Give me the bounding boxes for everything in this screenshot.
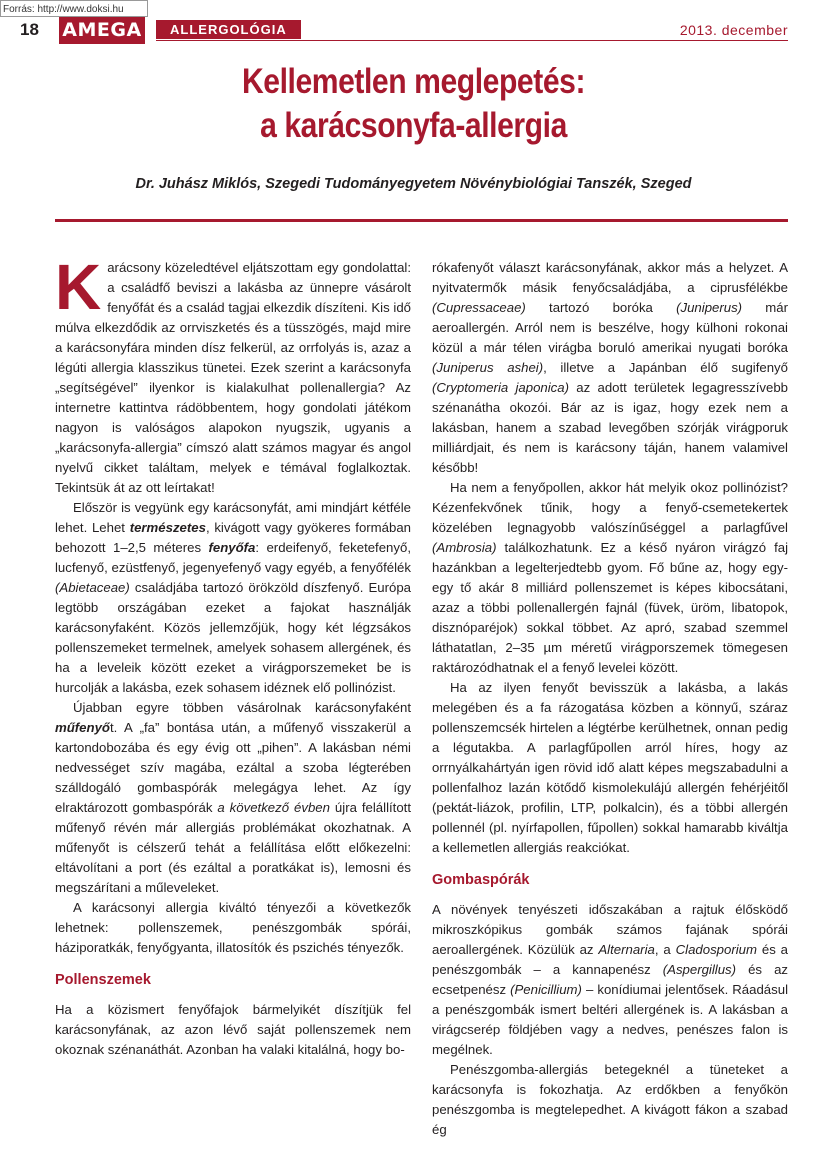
subheading-pollen: Pollenszemek [55, 972, 151, 988]
page-number: 18 [20, 20, 39, 39]
paragraph: rókafenyőt választ karácsonyfának, akkor más a helyzet. A nyitvatermők másik fenyőcsaládjába, a ciprusfélékbe (Cupressaceae) tartozó boróka (Juniperus) már aeroallergén. Arról nem is beszélve, hogy külhoni rokonai közül a már télen virágba boruló amerikai nyugati boróka (Juniperus ashei), illetve a Japánban élő sugifenyő (Cryptomeria japonica) az adott területek legagresszívebb szénanátha okozói. Bár az is igaz, hogy ezek nem a lakásban, hanem a szabad levegőben szórják virágporuk milliárdjait, és nem is karácsony táján, hanem valamivel később! [432, 260, 789, 475]
subheading-fungi: Gombaspórák [432, 872, 530, 888]
source-label: Forrás: http://www.doksi.hu [0, 0, 148, 17]
paragraph: Penészgomba-allergiás betegeknél a tüneteket a karácsonyfa is fokozhatja. Az erdőkben a fenyőkön penészgomba is megtelepedhet. A kivágott fákon a szabad ég [432, 1062, 788, 1137]
article-title [40, 60, 787, 148]
title-divider [55, 219, 788, 222]
section-header-bar [156, 20, 788, 41]
paragraph: A karácsonyi allergia kiváltó tényezői a következők lehetnek: pollenszemek, penészgombák spórái, háziporatkák, fenyőgyanta, illatosítók és pszichés tényezők. [55, 900, 411, 955]
paragraph: A növények tenyészeti időszakában a rajtuk élősködő mikroszkópikus gombák számos fajának spórái aeroallergének. Közülük az Alternaria, a Cladosporium és a penészgombák – a kannapenész (Aspergillus) és az ecsetpenész (Penicillium) – konídiumai jelentősek. Ráadásul a penészgombák ismert beltéri allergének is. A lakásban a virágcserép földjében vagy a nedves, penészes falon is megélnek. [432, 902, 789, 1057]
paragraph: Ha az ilyen fenyőt bevisszük a lakásba, a lakás melegében és a fa rázogatása közben a könnyű, száraz pollenszemcsék hirtelen a légtérbe kerülhetnek, onnan pedig a légutakba. A parlagfűpollen arról híres, hogy az orrnyálkahártyán igen rövid idő alatt képes megszabadulni a pollenfalhoz lazán kötődő kismolekulájú allergén fehérjéitől (pektát-liázok, profilin, LTP, polkalcin), és a többi allergén pollennél (pl. nyírfapollen, fűpollen) sokkal hamarabb kiváltja a kellemetlen allergiás reakciókat. [432, 680, 788, 855]
magazine-logo: AMEGA [59, 14, 145, 44]
title-line-2: a karácsonyfa-allergia [260, 106, 567, 145]
drop-cap: K [55, 251, 102, 323]
left-column [55, 251, 411, 1060]
paragraph: Újabban egyre többen vásárolnak karácsonyfaként műfenyőt. A „fa” bontása után, a műfenyő visszakerül a kartondobozába és egy évig ott „pihen”. A lakásban némi nedvességet szív magába, ezáltal a szoba légterében szálldogáló gombaspórák melegágya lehet. Az így elraktározott gombaspórák a következő évben újra felállított műfenyő révén már allergiás problémákat okozhatnak. A műfenyőt is célszerű tehát a felállítása előtt előkezelni: eltávolítani a port (és ezáltal a poratkákat is), lemosni és megszárítani a műleveleket. [55, 700, 411, 895]
issue-date: 2013. december [679, 22, 788, 38]
article-byline: Dr. Juhász Miklós, Szegedi Tudományegyetem Növénybiológiai Tanszék, Szeged [135, 176, 692, 192]
right-column [432, 258, 788, 1140]
paragraph: Ha nem a fenyőpollen, akkor hát melyik okoz pollinózist? Kézenfekvőnek tűnik, hogy a fenyő-csemetekertek közelében legnagyobb valószínűséggel a parlagfűvel (Ambrosia) találkozhatunk. Ez a késő nyáron virágzó faj hazánkban a legelterjedtebb gyom. Fő bűne az, hogy egy-egy tő akár 8 milliárd pollenszemet is képes kibocsátani, azaz a többi pollenallergén fajnál (füvek, üröm, libatopok, disznóparéjok) sokkal többet. Az apró, szabad szemmel láthatatlan, 2–35 µm méretű virágporszemek tömegesen raktározódhatnak el a fenyő levelei között. [432, 480, 788, 675]
title-line-1: Kellemetlen meglepetés: [241, 62, 586, 101]
paragraph: Karácsony közeledtével eljátszottam egy gondolattal: a családfő beviszi a lakásba az ünnepre vásárolt fenyőfát és a család tagjai elkezdik díszíteni. Kis idő múlva elkezdődik az orrviszketés és a tüsszögés, majd mire a karácsonyfára minden dísz felkerül, az orrfolyás is, azaz a légúti allergia klasszikus tünetei. Ezek szerint a karácsonyfa „segítségével” ilyenkor is kialakulhat pollenallergia? Az internetre kattintva rádöbbentem, hogy gondolati játékom nagyon is valóságos alapokon nyugszik, ugyanis a „karácsonyfa-allergia” címszó alatt számos magyar és angol nyelvű cikket találtam, melyek e témával foglalkoztak. Tekintsük át az ott leírtakat! [55, 251, 411, 495]
section-label: ALLERGOLÓGIA [156, 20, 301, 39]
paragraph: Ha a közismert fenyőfajok bármelyikét díszítjük fel karácsonyfának, az azon lévő saját pollenszemek nem okoznak szénanáthát. Azonban ha valaki kitalálná, hogy bo- [55, 1002, 411, 1057]
paragraph: Először is vegyünk egy karácsonyfát, ami mindjárt kétféle lehet. Lehet természetes, kivágott vagy gyökeres formában behozott 1–2,5 méteres fenyőfa: erdeifenyő, feketefenyő, lucfenyő, ezüstfenyő, jegenyefenyő vagy egyéb, a fenyőfélék (Abietaceae) családjába tartozó örökzöld díszfenyő. Európa legtöbb országában ezeket a fajokat használják karácsonyfaként. Közös jellemzőjük, hogy két légzsákos pollenszemeket termelnek, amelyek sohasem allergének, és ha a leveleik között ezeket a virágporszemeket be is hurcolják a lakásba, ezek sohasem idéznek elő pollinózist. [55, 500, 411, 695]
